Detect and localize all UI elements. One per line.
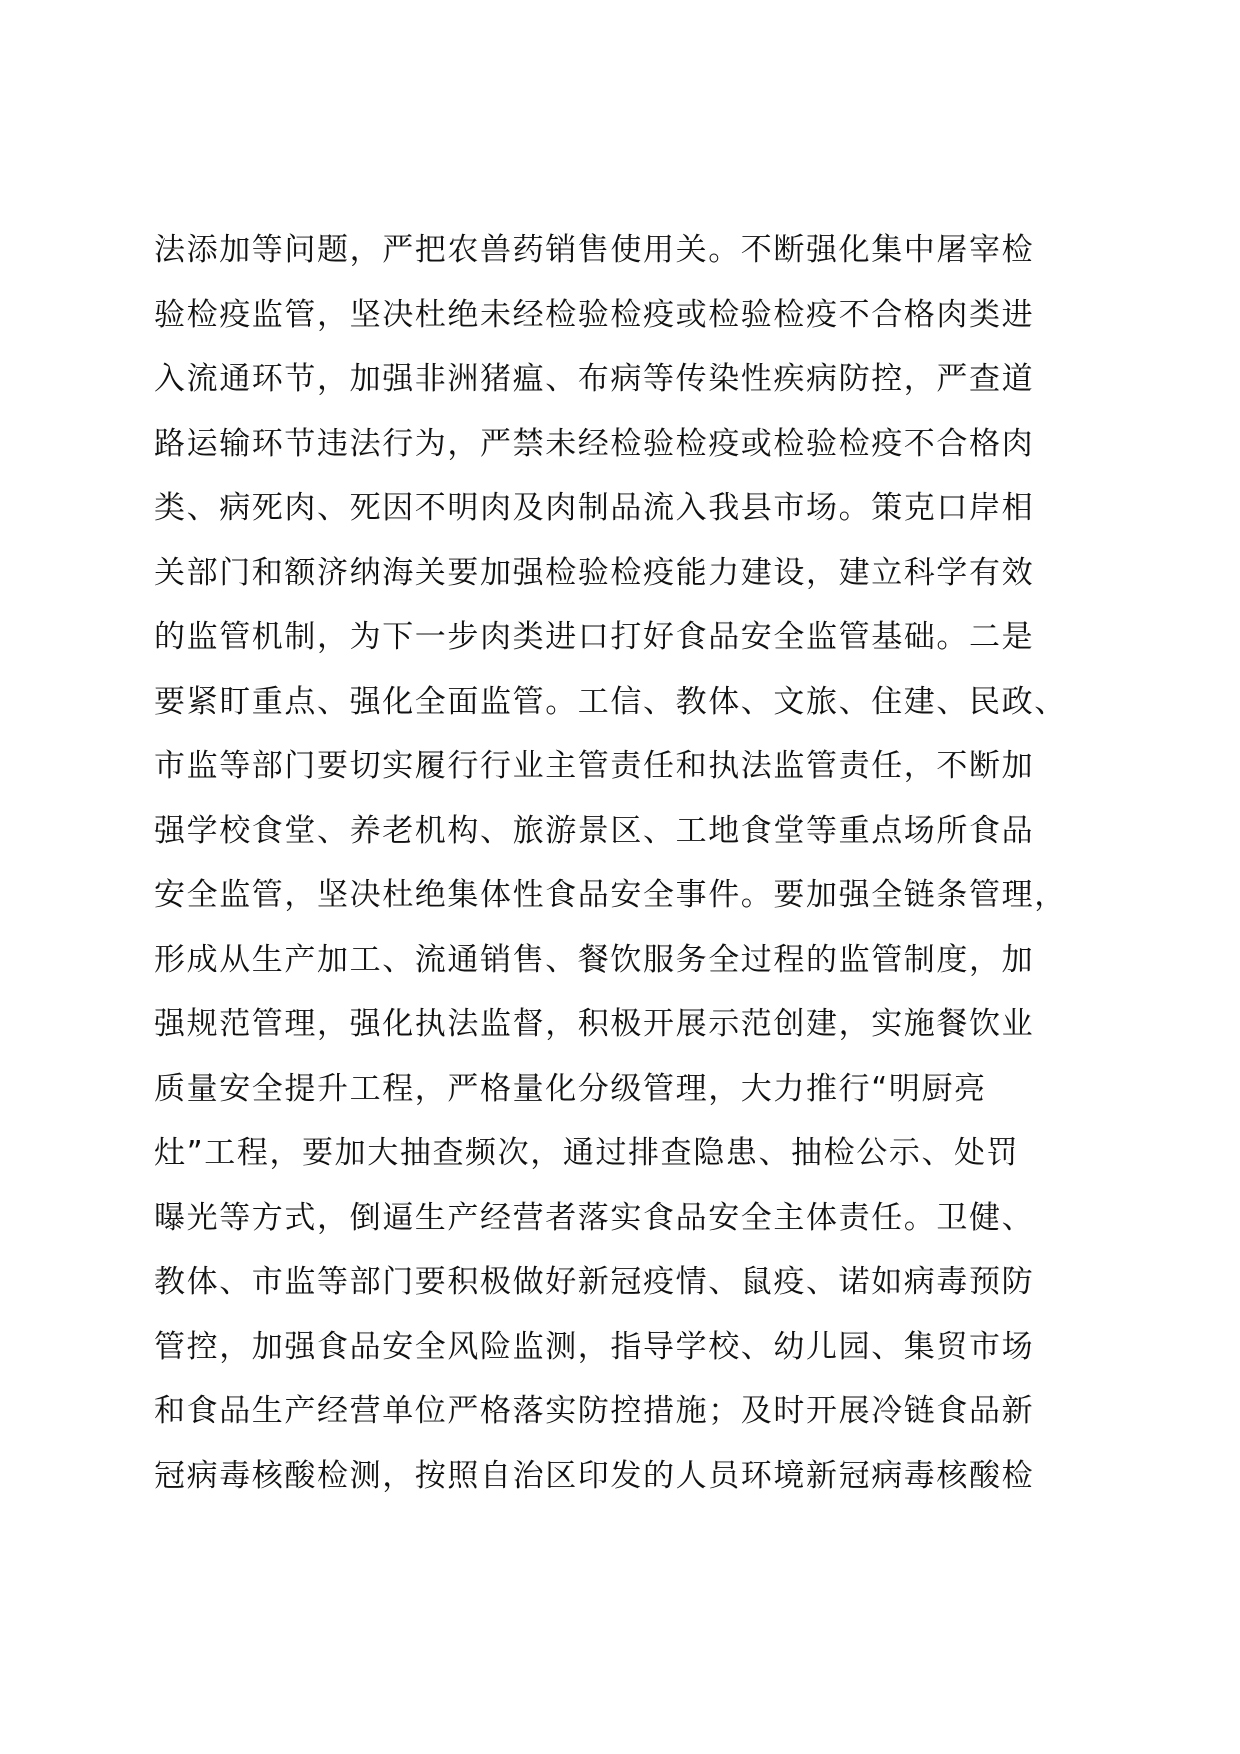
text-line: 安全监管，坚决杜绝集体性食品安全事件。要加强全链条管理， (154, 877, 1067, 913)
text-line: 入流通环节，加强非洲猪瘟、布病等传染性疾病防控，严查道 (154, 361, 1035, 397)
text-line: 强规范管理，强化执法监督，积极开展示范创建，实施餐饮业 (154, 1006, 1035, 1042)
text-line: 管控，加强食品安全风险监测，指导学校、幼儿园、集贸市场 (154, 1328, 1035, 1365)
text-line: 质量安全提升工程，严格量化分级管理，大力推行“明厨亮 (154, 1070, 987, 1107)
text-line: 的监管机制，为下一步肉类进口打好食品安全监管基础。二是 (154, 619, 1035, 655)
text-line: 灶”工程，要加大抽查频次，通过排查隐患、抽检公示、处罚 (154, 1135, 1020, 1171)
text-line: 强学校食堂、养老机构、旅游景区、工地食堂等重点场所食品 (154, 812, 1035, 849)
text-line: 类、病死肉、死因不明肉及肉制品流入我县市场。策克口岸相 (154, 490, 1035, 526)
text-line: 法添加等问题，严把农兽药销售使用关。不断强化集中屠宰检 (154, 232, 1035, 268)
text-line: 冠病毒核酸检测，按照自治区印发的人员环境新冠病毒核酸检 (154, 1457, 1035, 1494)
text-line: 曝光等方式，倒逼生产经营者落实食品安全主体责任。卫健、 (154, 1199, 1035, 1236)
text-line: 要紧盯重点、强化全面监管。工信、教体、文旅、住建、民政、 (154, 683, 1067, 720)
text-line: 形成从生产加工、流通销售、餐饮服务全过程的监管制度，加 (154, 941, 1035, 978)
text-line: 和食品生产经营单位严格落实防控措施；及时开展冷链食品新 (154, 1393, 1035, 1429)
text-line: 关部门和额济纳海关要加强检验检疫能力建设，建立科学有效 (154, 554, 1035, 591)
text-line: 市监等部门要切实履行行业主管责任和执法监管责任，不断加 (154, 748, 1035, 784)
text-line: 验检疫监管，坚决杜绝未经检验检疫或检验检疫不合格肉类进 (154, 296, 1035, 333)
text-line: 教体、市监等部门要积极做好新冠疫情、鼠疫、诺如病毒预防 (154, 1264, 1035, 1300)
body-paragraph (154, 218, 1114, 1508)
text-line: 路运输环节违法行为，严禁未经检验检疫或检验检疫不合格肉 (154, 425, 1035, 462)
